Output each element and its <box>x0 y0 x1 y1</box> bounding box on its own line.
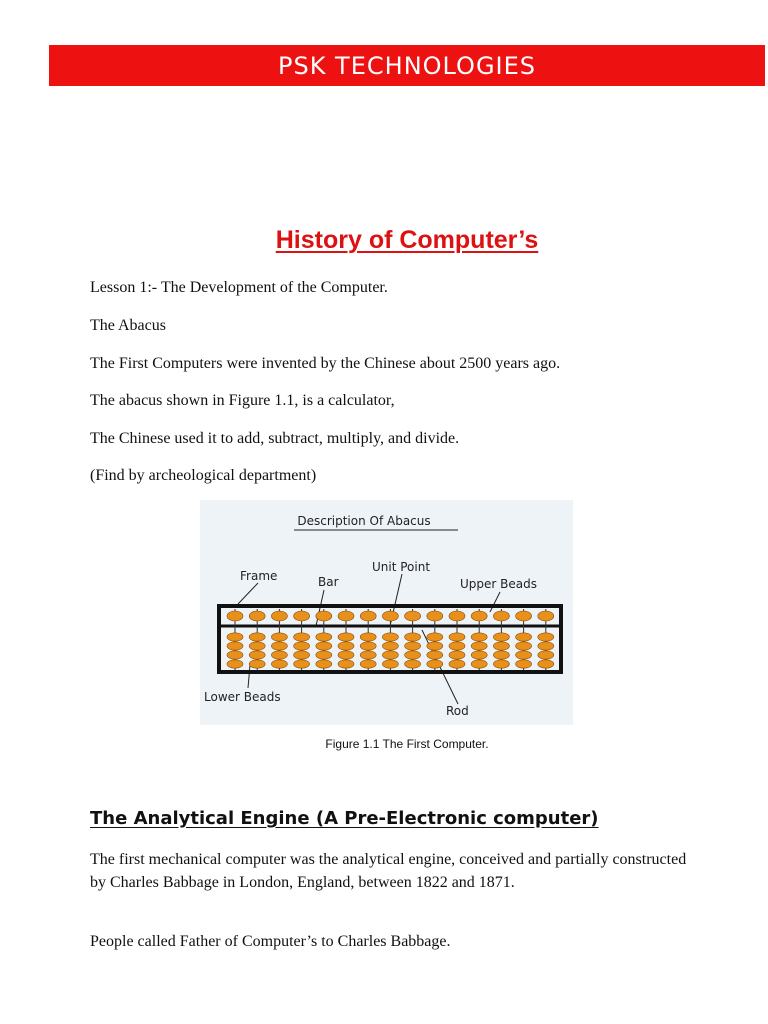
lower-bead <box>360 651 376 659</box>
page-title: History of Computer’s <box>275 226 539 254</box>
upper-bead <box>405 611 421 621</box>
upper-bead <box>427 611 443 621</box>
analytical-engine-paragraph: The first mechanical computer was the analytical engine, conceived and partially constructed by Charles Babbage in London, England, between 1822 and 1871. <box>90 851 687 891</box>
label-frame: Frame <box>240 569 278 583</box>
lower-bead <box>360 660 376 668</box>
lower-bead <box>427 633 443 641</box>
lower-bead <box>382 660 398 668</box>
upper-bead <box>271 611 287 621</box>
lower-bead <box>294 651 310 659</box>
abacus-subtitle: The Abacus <box>90 317 166 334</box>
first-computers-line: The First Computers were invented by the Chinese about 2500 years ago. <box>90 355 561 372</box>
lower-bead <box>449 642 465 650</box>
lower-bead <box>227 651 243 659</box>
lower-bead <box>405 660 421 668</box>
figure-heading: Description Of Abacus <box>297 514 431 528</box>
lower-bead <box>516 642 532 650</box>
babbage-paragraph: People called Father of Computer’s to Charles Babbage. <box>90 933 451 950</box>
upper-bead <box>449 611 465 621</box>
lower-bead <box>427 642 443 650</box>
lower-bead <box>427 660 443 668</box>
lower-bead <box>538 651 554 659</box>
pointer-lower-beads <box>248 665 250 688</box>
lower-bead <box>471 642 487 650</box>
lower-bead <box>471 651 487 659</box>
lower-bead <box>271 660 287 668</box>
lower-bead <box>427 651 443 659</box>
lower-bead <box>249 633 265 641</box>
label-upper-beads: Upper Beads <box>460 577 537 591</box>
figure-caption: Figure 1.1 The First Computer. <box>325 737 489 751</box>
calculator-line: The abacus shown in Figure 1.1, is a calculator, <box>90 392 395 409</box>
lower-bead <box>249 660 265 668</box>
label-unit-point: Unit Point <box>372 560 431 574</box>
upper-bead <box>249 611 265 621</box>
lower-bead <box>449 660 465 668</box>
lower-bead <box>405 651 421 659</box>
label-lower-beads: Lower Beads <box>204 690 281 704</box>
lower-bead <box>405 642 421 650</box>
lower-bead <box>249 651 265 659</box>
lower-bead <box>538 633 554 641</box>
lower-bead <box>271 651 287 659</box>
upper-bead <box>360 611 376 621</box>
upper-bead <box>294 611 310 621</box>
lower-bead <box>471 660 487 668</box>
abacus-figure <box>200 500 573 725</box>
lower-bead <box>316 633 332 641</box>
upper-bead <box>493 611 509 621</box>
lower-bead <box>449 633 465 641</box>
label-rod: Rod <box>446 704 469 718</box>
pointer-upper-beads <box>490 592 500 612</box>
abacus-rods <box>227 609 554 670</box>
upper-bead <box>516 611 532 621</box>
banner-title: PSK TECHNOLOGIES <box>277 51 537 80</box>
lower-bead <box>294 633 310 641</box>
lower-bead <box>271 642 287 650</box>
upper-bead <box>227 611 243 621</box>
lower-bead <box>382 651 398 659</box>
lower-bead <box>471 633 487 641</box>
lesson-line: Lesson 1:- The Development of the Computer. <box>90 279 388 296</box>
lower-bead <box>516 651 532 659</box>
lower-bead <box>405 633 421 641</box>
upper-bead <box>538 611 554 621</box>
lower-bead <box>227 642 243 650</box>
lower-bead <box>516 633 532 641</box>
lower-bead <box>227 660 243 668</box>
lower-bead <box>538 660 554 668</box>
archeological-line: (Find by archeological department) <box>90 467 317 484</box>
pointer-frame <box>238 583 258 604</box>
lower-bead <box>249 642 265 650</box>
lower-bead <box>294 660 310 668</box>
section-heading: The Analytical Engine (A Pre-Electronic computer) <box>90 808 599 829</box>
abacus-diagram <box>200 500 573 725</box>
lower-bead <box>316 642 332 650</box>
lower-bead <box>382 633 398 641</box>
lower-bead <box>271 633 287 641</box>
lower-bead <box>360 633 376 641</box>
lower-bead <box>493 651 509 659</box>
lower-bead <box>538 642 554 650</box>
lower-bead <box>338 642 354 650</box>
lower-bead <box>360 642 376 650</box>
lower-bead <box>516 660 532 668</box>
upper-bead <box>338 611 354 621</box>
lower-bead <box>338 651 354 659</box>
lower-bead <box>294 642 310 650</box>
lower-bead <box>493 633 509 641</box>
lower-bead <box>493 660 509 668</box>
lower-bead <box>493 642 509 650</box>
lower-bead <box>338 633 354 641</box>
operations-line: The Chinese used it to add, subtract, multiply, and divide. <box>90 430 460 447</box>
upper-bead <box>316 611 332 621</box>
lower-bead <box>449 651 465 659</box>
lower-bead <box>338 660 354 668</box>
header-banner <box>49 45 765 86</box>
upper-bead <box>382 611 398 621</box>
lower-bead <box>316 660 332 668</box>
lower-bead <box>227 633 243 641</box>
lower-bead <box>316 651 332 659</box>
label-bar: Bar <box>318 575 339 589</box>
upper-bead <box>471 611 487 621</box>
lower-bead <box>382 642 398 650</box>
